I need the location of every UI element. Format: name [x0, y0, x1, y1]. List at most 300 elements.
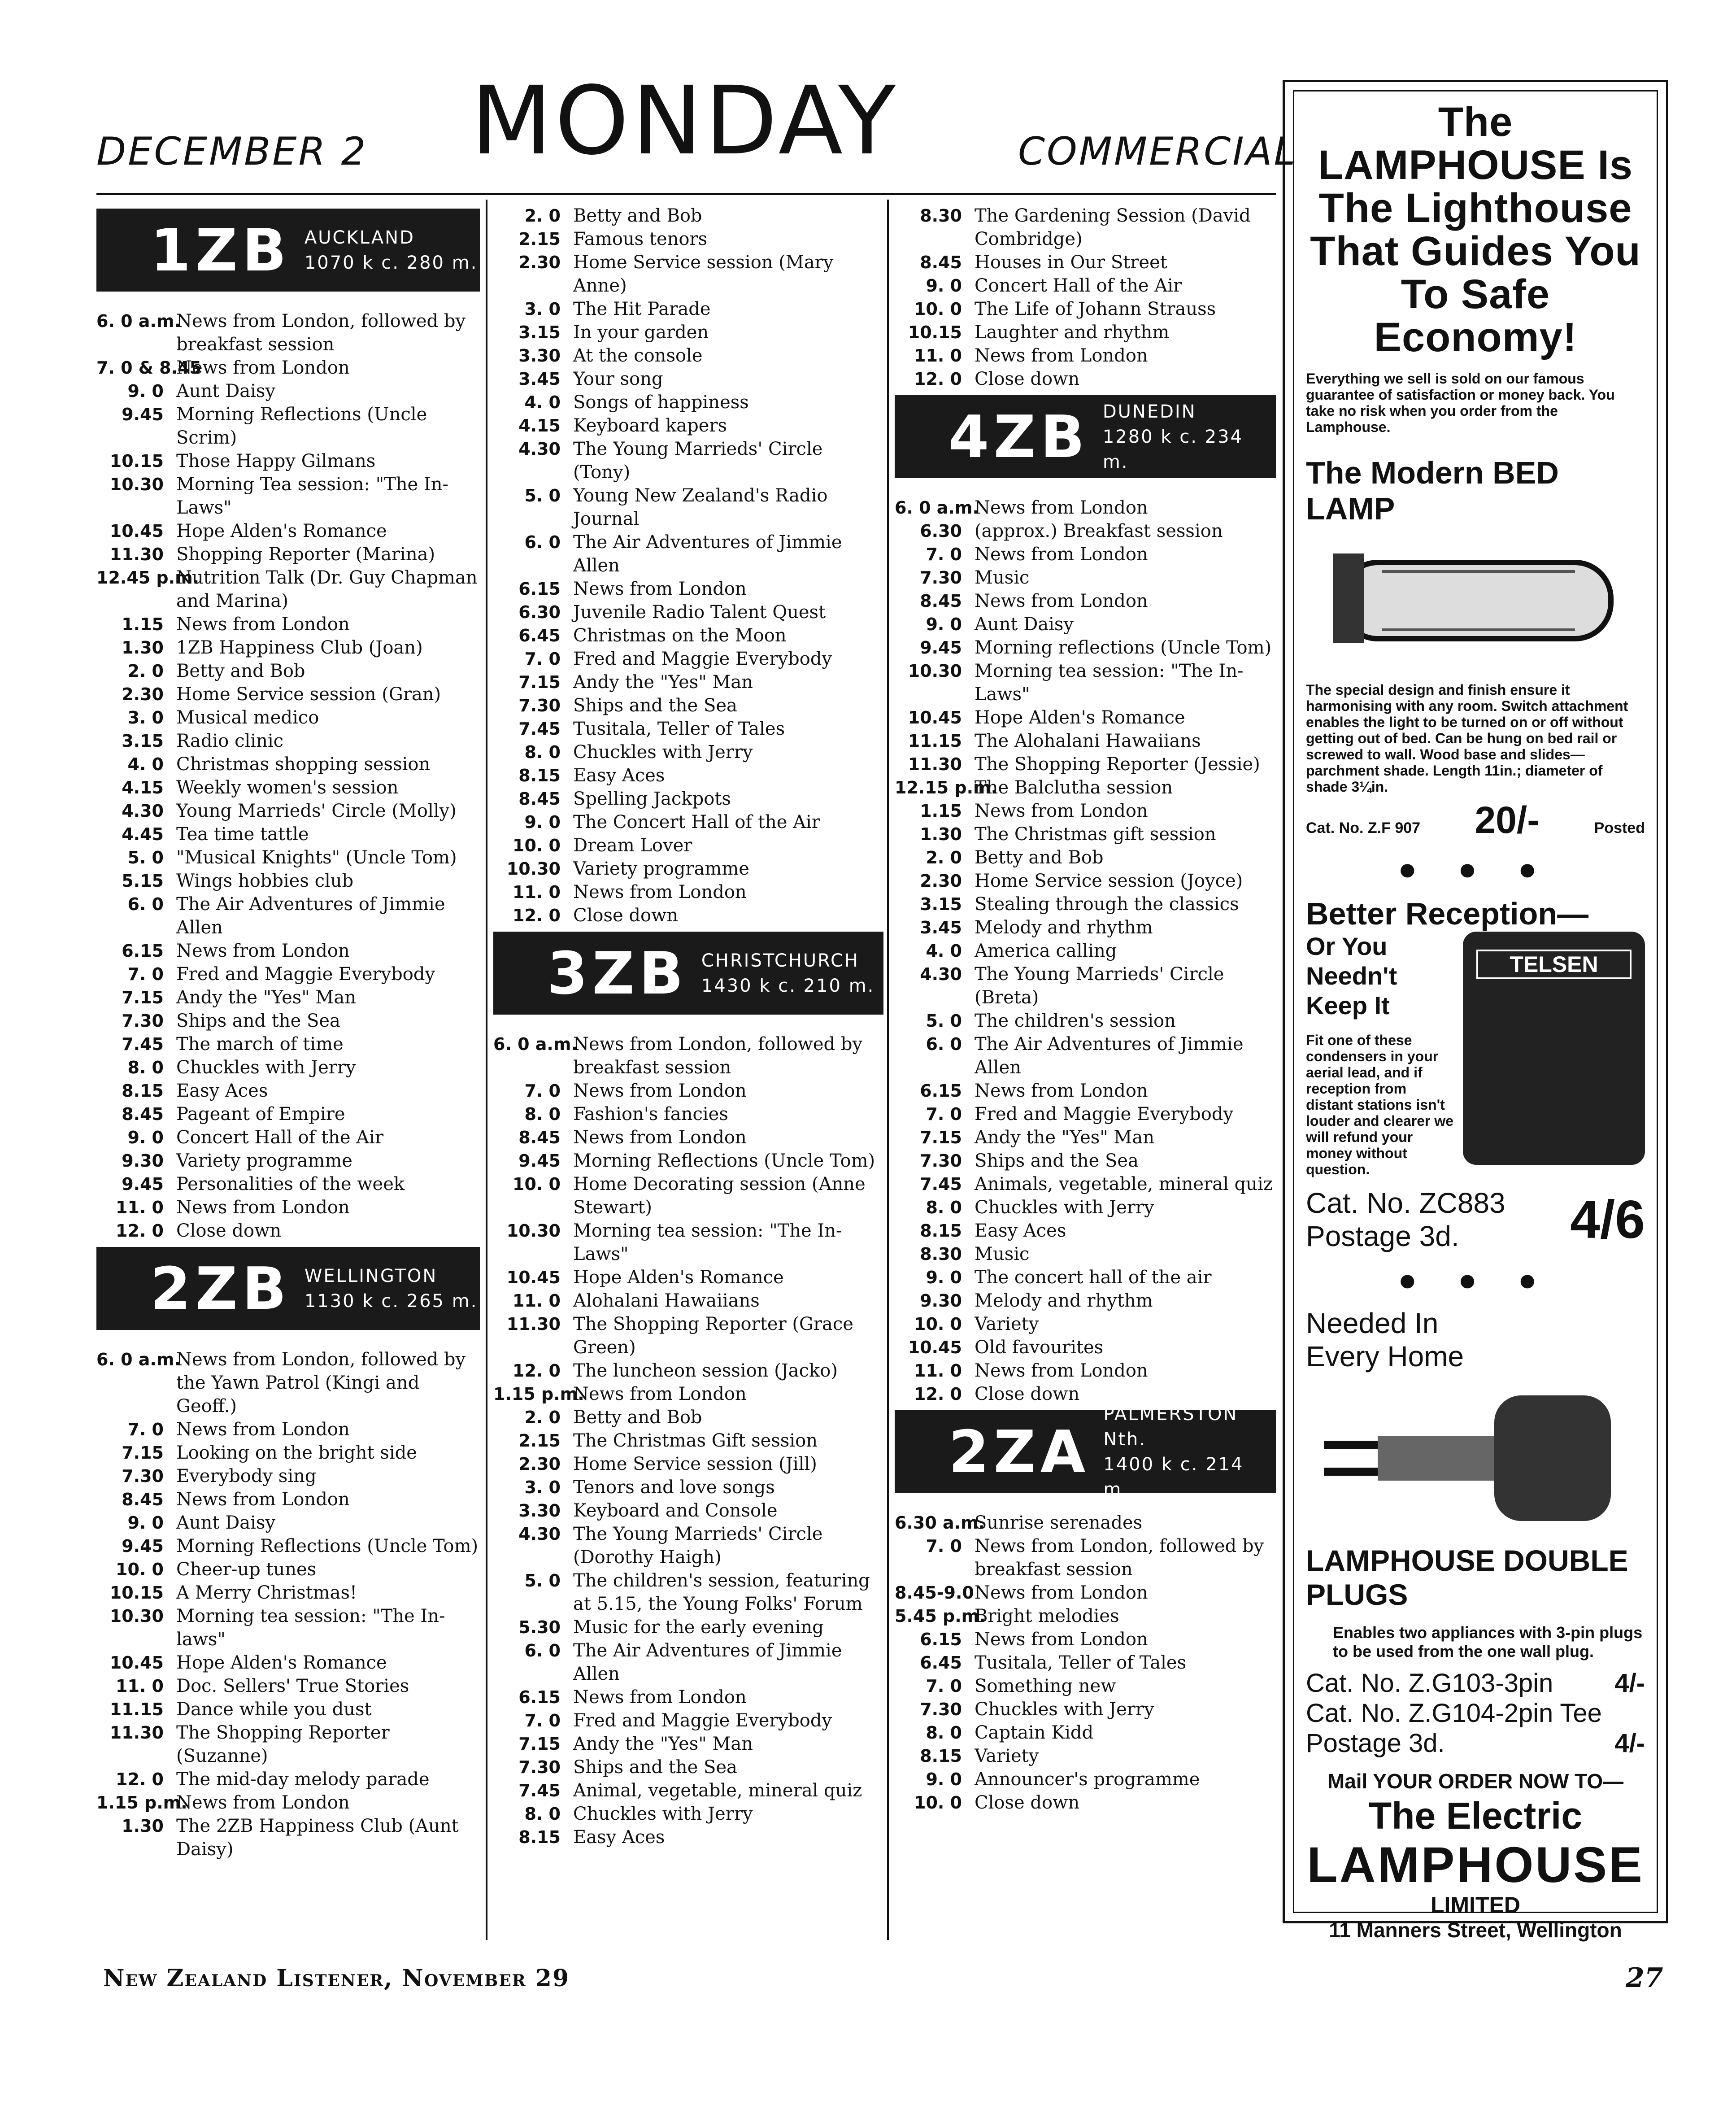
schedule-row [493, 297, 883, 321]
programme-title: Home Decorating session (Anne Stewart) [573, 1174, 866, 1218]
programme-title: Morning Reflections (Uncle Tom) [176, 1536, 479, 1556]
programme-title: News from London [176, 1489, 350, 1510]
schedule-row [493, 741, 883, 764]
programme-time: 8.45 [518, 789, 561, 809]
programme-time: 8.45-9.0 [895, 1583, 974, 1603]
programme-time: 10. 0 [914, 299, 962, 319]
schedule-row [493, 1382, 883, 1406]
schedule-row [493, 1802, 883, 1826]
programme-time: 7.15 [518, 1734, 561, 1754]
schedule-row [493, 904, 883, 927]
programme-title: Variety programme [573, 859, 749, 879]
schedule-row [895, 321, 1276, 344]
schedule-row [493, 484, 883, 531]
programme-title: Music for the early evening [573, 1617, 824, 1638]
programme-time: 7. 0 [524, 1081, 561, 1101]
programme-title: The Air Adventures of Jimmie Allen [573, 532, 842, 576]
programme-time: 3. 0 [524, 299, 561, 319]
programme-time: 9. 0 [127, 1128, 164, 1147]
programme-title: Christmas shopping session [176, 754, 431, 775]
programme-title: 1ZB Happiness Club (Joan) [176, 637, 423, 658]
company-name-2: LAMPHOUSE [1307, 1837, 1644, 1893]
programme-title: Hope Alden's Romance [176, 1652, 387, 1673]
programme-title: News from London [975, 801, 1148, 821]
schedule-row [96, 683, 480, 706]
schedule-row [895, 799, 1276, 823]
schedule-row [96, 473, 480, 519]
programme-title: The Life of Johann Strauss [975, 299, 1216, 319]
programme-title: Announcer's programme [975, 1769, 1200, 1790]
schedule-row [895, 344, 1276, 367]
schedule-row [895, 251, 1276, 274]
programme-title: Tenors and love songs [573, 1477, 775, 1498]
schedule-row [96, 1558, 480, 1581]
programme-time: 9.45 [122, 1536, 164, 1556]
programme-time: 9.45 [518, 1151, 561, 1171]
programme-time: 3.15 [122, 731, 164, 751]
schedule-row [96, 1488, 480, 1511]
programme-title: The 2ZB Happiness Club (Aunt Daisy) [176, 1816, 459, 1860]
schedule-row [96, 1651, 480, 1674]
programme-time: 2.30 [518, 1454, 561, 1474]
station-city: PALMERSTON Nth. [1103, 1403, 1238, 1450]
schedule-row [895, 1336, 1276, 1359]
schedule-row [493, 1709, 883, 1732]
programme-title: Betty and Bob [573, 1407, 702, 1428]
schedule-row [96, 1126, 480, 1149]
programme-time: 11.30 [506, 1314, 561, 1334]
programme-time: 8.15 [920, 1221, 962, 1241]
station-call: 2ZB [150, 1254, 291, 1323]
schedule-row [96, 1172, 480, 1196]
schedule-row [895, 1172, 1276, 1196]
programme-title: America calling [975, 941, 1117, 961]
programme-time: 8.30 [920, 1244, 962, 1264]
station-city: DUNEDIN [1102, 401, 1196, 422]
reception-description: Fit one of these condensers in your aerial lead, and if reception from distant stations isn't louder and clearer we will refund your money without question. [1306, 1032, 1454, 1177]
schedule-row [895, 1126, 1276, 1149]
programme-time: 6. 0 [524, 1641, 561, 1660]
station-frequency: 1280 k c. 234 m. [1102, 426, 1243, 472]
schedule-row [493, 414, 883, 437]
schedule-row [493, 1289, 883, 1312]
programme-time: 8.15 [920, 1746, 962, 1766]
programme-time: 8. 0 [524, 1104, 561, 1124]
schedule-row [895, 869, 1276, 893]
schedule-row [493, 1406, 883, 1429]
programme-time: 11.15 [109, 1700, 164, 1719]
header-rule [96, 193, 1276, 195]
programme-time: 4. 0 [524, 392, 561, 412]
programme-title: News from London [975, 1081, 1148, 1101]
programme-title: Andy the "Yes" Man [573, 1734, 753, 1754]
programme-time: 6. 0 [524, 532, 561, 552]
programme-title: Home Service session (Jill) [573, 1454, 817, 1474]
schedule-row [96, 449, 480, 473]
programme-time: 12.15 p.m. [895, 778, 998, 798]
programme-time: 7.15 [920, 1128, 962, 1147]
programme-title: Sunrise serenades [975, 1512, 1143, 1533]
programme-time: 10.30 [506, 1221, 561, 1241]
programme-title: Ships and the Sea [176, 1011, 340, 1031]
programme-time: 3.45 [518, 369, 561, 389]
programme-time: 4.30 [920, 964, 962, 984]
telsen-label: TELSEN [1476, 950, 1632, 979]
programme-time: 12. 0 [116, 1769, 164, 1789]
programme-time: 10.15 [109, 451, 164, 471]
schedule-row [895, 729, 1276, 753]
schedule-row [493, 1616, 883, 1639]
schedule-row [493, 367, 883, 391]
programme-time: 10. 0 [914, 1314, 962, 1334]
schedule-row [895, 753, 1276, 776]
programme-time: 6.15 [920, 1630, 962, 1649]
programme-title: Morning Reflections (Uncle Scrim) [176, 404, 427, 448]
programme-time: 6. 0 a.m. [96, 1350, 181, 1369]
schedule-row [493, 647, 883, 671]
programme-time: 6. 0 [926, 1034, 962, 1054]
programme-time: 9.30 [920, 1291, 962, 1311]
programme-time: 2.15 [518, 1431, 561, 1451]
programme-title: At the console [573, 345, 703, 366]
programme-time: 7.30 [518, 696, 561, 715]
programme-title: "Musical Knights" (Uncle Tom) [176, 847, 457, 868]
programme-time: 10.30 [109, 1606, 164, 1626]
company-address: 11 Manners Street, Wellington [1329, 1918, 1622, 1942]
station-frequency: 1130 k c. 265 m. [304, 1290, 478, 1312]
programme-time: 1.15 [122, 615, 164, 634]
schedule-row [493, 811, 883, 834]
programme-title: Keyboard kapers [573, 415, 727, 436]
schedule-column-3 [895, 204, 1276, 1814]
schedule-row [493, 857, 883, 880]
programme-time: 6.15 [518, 579, 561, 599]
schedule-row [895, 589, 1276, 613]
programme-time: 9.45 [920, 638, 962, 658]
schedule-row [96, 1348, 480, 1418]
programme-title: Houses in Our Street [975, 252, 1167, 273]
station-banner-2zb [96, 1247, 480, 1330]
schedule-row [96, 1534, 480, 1558]
programme-time: 10.45 [908, 708, 962, 728]
schedule-row [96, 776, 480, 799]
programme-time: 1.15 p.m. [493, 1384, 584, 1404]
programme-title: News from London, followed by the Yawn Patrol (Kingi and Geoff.) [176, 1349, 466, 1416]
programme-title: Music [975, 1244, 1030, 1264]
schedule-row [493, 1219, 883, 1266]
programme-time: 5.30 [518, 1617, 561, 1637]
schedule-row [493, 1079, 883, 1103]
programme-title: Morning reflections (Uncle Tom) [975, 637, 1272, 658]
programme-time: 6.30 a.m. [895, 1513, 985, 1533]
schedule-row [493, 344, 883, 367]
station-banner-1zb [96, 209, 480, 292]
programme-time: 9. 0 [926, 1268, 962, 1287]
station-call: 4ZB [948, 402, 1089, 471]
schedule-row [493, 1522, 883, 1569]
programme-time: 10.15 [908, 323, 962, 342]
schedule-row [493, 1149, 883, 1172]
programme-time: 7.45 [518, 1781, 561, 1800]
schedule-row [493, 1639, 883, 1686]
page-number: 27 [1626, 1962, 1663, 1994]
programme-time: 1.30 [122, 638, 164, 658]
schedule-row [493, 1033, 883, 1079]
schedule-row [96, 1581, 480, 1604]
programme-title: News from London [176, 1419, 350, 1440]
schedule-row [493, 437, 883, 484]
programme-time: 9. 0 [127, 1513, 164, 1533]
programme-title: Concert Hall of the Air [975, 275, 1182, 296]
programme-time: 10.30 [109, 475, 164, 494]
programme-time: 1.15 p.m. [96, 1793, 187, 1813]
schedule-row [895, 274, 1276, 297]
reception-heading: Better Reception— [1306, 896, 1589, 931]
programme-title: News from London [975, 591, 1148, 611]
schedule-row [895, 1242, 1276, 1266]
schedule-row [96, 939, 480, 963]
schedule-row [493, 531, 883, 577]
programme-time: 5.45 p.m. [895, 1606, 986, 1626]
programme-time: 8.30 [920, 206, 962, 226]
programme-title: The Christmas Gift session [573, 1430, 818, 1451]
schedule-row [895, 963, 1276, 1009]
programme-time: 8. 0 [127, 1058, 164, 1077]
programme-time: 8.45 [122, 1104, 164, 1124]
programme-title: Chuckles with Jerry [975, 1699, 1154, 1720]
column-divider [887, 200, 889, 1940]
schedule-row [96, 1149, 480, 1172]
programme-title: Young New Zealand's Radio Journal [573, 485, 828, 529]
schedule-row [493, 1499, 883, 1522]
schedule-row [96, 1464, 480, 1488]
programme-time: 8.15 [122, 1081, 164, 1101]
programme-title: News from London [176, 357, 350, 378]
programme-title: News from London [975, 1360, 1148, 1381]
schedule-row [895, 1149, 1276, 1172]
programme-time: 9. 0 [926, 1769, 962, 1789]
programme-time: 6.45 [920, 1653, 962, 1673]
programme-title: Wings hobbies club [176, 871, 354, 891]
programme-title: The Air Adventures of Jimmie Allen [975, 1034, 1244, 1078]
schedule-row [895, 1103, 1276, 1126]
station-banner-4zb [895, 395, 1276, 478]
schedule-row [895, 1768, 1276, 1791]
programme-title: The march of time [176, 1034, 344, 1055]
programme-time: 3.15 [920, 894, 962, 914]
schedule-row [895, 297, 1276, 321]
programme-title: Tusitala, Teller of Tales [573, 719, 785, 739]
schedule-row [96, 1033, 480, 1056]
schedule-row [96, 566, 480, 613]
programme-title: News from London, followed by breakfast session [176, 311, 466, 355]
plug-cat-2pin: Cat. No. Z.G104-2pin Tee [1306, 1699, 1602, 1728]
programme-time: 11.15 [908, 731, 962, 751]
schedule-row [895, 846, 1276, 869]
schedule-column-1 [96, 204, 480, 1861]
programme-title: Musical medico [176, 707, 319, 728]
programme-time: 7.30 [122, 1466, 164, 1486]
programme-title: Looking on the bright side [176, 1443, 417, 1463]
programme-time: 7.15 [122, 988, 164, 1007]
programme-time: 4.30 [122, 801, 164, 821]
schedule-row [96, 1196, 480, 1219]
schedule-row [493, 764, 883, 787]
programme-title: News from London [975, 1582, 1148, 1603]
programme-time: 12. 0 [914, 1384, 962, 1404]
schedule-row [493, 1452, 883, 1476]
programme-title: A Merry Christmas! [176, 1582, 357, 1603]
schedule-row [96, 356, 480, 379]
programme-time: 8. 0 [926, 1723, 962, 1743]
programme-time: 8.45 [122, 1490, 164, 1509]
programme-time: 11. 0 [116, 1676, 164, 1696]
schedule-row [493, 787, 883, 811]
schedule-row [895, 1791, 1276, 1814]
programme-time: 5. 0 [127, 848, 164, 867]
company-name-3: LIMITED [1431, 1892, 1520, 1918]
schedule-row [493, 1266, 883, 1289]
reception-postage: Postage 3d. [1306, 1220, 1459, 1252]
schedule-row [493, 1429, 883, 1452]
programme-title: Those Happy Gilmans [176, 451, 376, 471]
programme-time: 10.45 [109, 1653, 164, 1673]
programme-time: 4. 0 [127, 754, 164, 774]
schedule-row [96, 613, 480, 636]
schedule-row [96, 729, 480, 753]
programme-title: Andy the "Yes" Man [975, 1127, 1154, 1148]
schedule-row [895, 1009, 1276, 1033]
schedule-row [96, 636, 480, 659]
schedule-row [493, 577, 883, 601]
programme-title: Radio clinic [176, 731, 284, 751]
programme-time: 3. 0 [524, 1477, 561, 1497]
programme-time: 7.30 [122, 1011, 164, 1031]
programme-title: News from London [975, 497, 1148, 518]
programme-time: 9. 0 [524, 812, 561, 832]
programme-title: News from London [176, 1197, 350, 1218]
schedule-row [493, 1476, 883, 1499]
programme-title: Concert Hall of the Air [176, 1127, 384, 1148]
programme-time: 11.30 [908, 754, 962, 774]
station-frequency: 1070 k c. 280 m. [304, 252, 478, 273]
schedule-row [895, 1674, 1276, 1698]
programme-time: 6. 0 a.m. [493, 1034, 578, 1054]
programme-title: Spelling Jackpots [573, 789, 731, 809]
plug-postage: Postage 3d. [1306, 1729, 1445, 1758]
schedule-row [895, 636, 1276, 659]
schedule-row [895, 1266, 1276, 1289]
programme-time: 10. 0 [116, 1560, 164, 1579]
schedule-row [895, 519, 1276, 543]
programme-title: Personalities of the week [176, 1174, 405, 1194]
programme-title: Fred and Maggie Everybody [975, 1104, 1234, 1124]
programme-title: Everybody sing [176, 1466, 317, 1486]
programme-time: 5. 0 [524, 1571, 561, 1591]
programme-title: News from London [573, 1687, 747, 1708]
section-label: COMMERCIAL [1018, 129, 1297, 174]
schedule-row [96, 543, 480, 566]
schedule-row [96, 659, 480, 683]
programme-title: News from London [573, 579, 747, 599]
station-call: 3ZB [547, 939, 688, 1007]
programme-time: 6.15 [122, 941, 164, 961]
schedule-row [96, 753, 480, 776]
reception-cat: Cat. No. ZC883 [1306, 1187, 1505, 1219]
programme-title: Laughter and rhythm [975, 322, 1170, 343]
programme-title: Morning tea session: "The In-laws" [176, 1606, 445, 1650]
programme-time: 6.30 [518, 602, 561, 622]
schedule-row [96, 1056, 480, 1079]
programme-time: 4. 0 [926, 941, 962, 961]
programme-time: 4.15 [518, 416, 561, 436]
programme-title: Betty and Bob [573, 205, 702, 226]
schedule-row [895, 823, 1276, 846]
schedule-row [493, 1359, 883, 1382]
schedule-row [895, 613, 1276, 636]
schedule-row [493, 1686, 883, 1709]
programme-time: 10. 0 [914, 1793, 962, 1813]
programme-title: Easy Aces [975, 1220, 1066, 1241]
schedule-row [96, 1604, 480, 1651]
programme-time: 12. 0 [513, 1361, 561, 1381]
programme-title: News from London [975, 345, 1148, 366]
schedule-column-2 [493, 204, 883, 1849]
programme-title: News from London [176, 941, 350, 961]
programme-title: Morning tea session: "The In-Laws" [573, 1220, 842, 1264]
ad-title: The LAMPHOUSE Is The Lighthouse That Guides You To Safe Economy! [1310, 99, 1641, 360]
programme-title: Morning tea session: "The In-Laws" [975, 661, 1244, 705]
programme-title: The concert hall of the air [975, 1267, 1212, 1288]
programme-title: Betty and Bob [975, 847, 1104, 868]
programme-time: 7. 0 & 8.45 [96, 358, 201, 378]
schedule-row [96, 1441, 480, 1464]
schedule-row [96, 403, 480, 449]
schedule-row [895, 1651, 1276, 1674]
company-name-1: The Electric [1368, 1795, 1583, 1837]
programme-title: The Gardening Session (David Combridge) [975, 205, 1251, 249]
programme-title: The Balclutha session [975, 777, 1173, 798]
schedule-row [493, 1779, 883, 1802]
schedule-row [493, 1312, 883, 1359]
programme-time: 3.30 [518, 1501, 561, 1521]
programme-time: 12. 0 [513, 906, 561, 925]
programme-title: Melody and rhythm [975, 917, 1153, 938]
schedule-row [895, 1511, 1276, 1534]
programme-time: 7.45 [518, 719, 561, 739]
reception-price: 4/6 [1570, 1190, 1645, 1250]
programme-title: News from London, followed by breakfast session [573, 1034, 863, 1078]
programme-time: 5. 0 [524, 486, 561, 506]
reception-subheading: Or You Needn't Keep It [1306, 932, 1397, 1020]
programme-time: 4.15 [122, 778, 164, 798]
programme-time: 8.45 [920, 253, 962, 272]
station-frequency: 1400 k c. 214 m. [1103, 1454, 1244, 1500]
programme-time: 11. 0 [513, 1291, 561, 1311]
plug-heading: Needed In Every Home [1306, 1307, 1464, 1373]
programme-time: 2. 0 [926, 848, 962, 867]
programme-title: Your song [573, 369, 663, 389]
station-call: 1ZB [150, 216, 291, 284]
programme-title: Hope Alden's Romance [176, 521, 387, 541]
station-city: WELLINGTON [304, 1265, 438, 1286]
programme-time: 6. 0 a.m. [895, 498, 979, 518]
schedule-row [493, 321, 883, 344]
programme-title: Music [975, 567, 1030, 588]
schedule-row [493, 204, 883, 227]
schedule-row [493, 251, 883, 297]
programme-title: Old favourites [975, 1337, 1104, 1358]
